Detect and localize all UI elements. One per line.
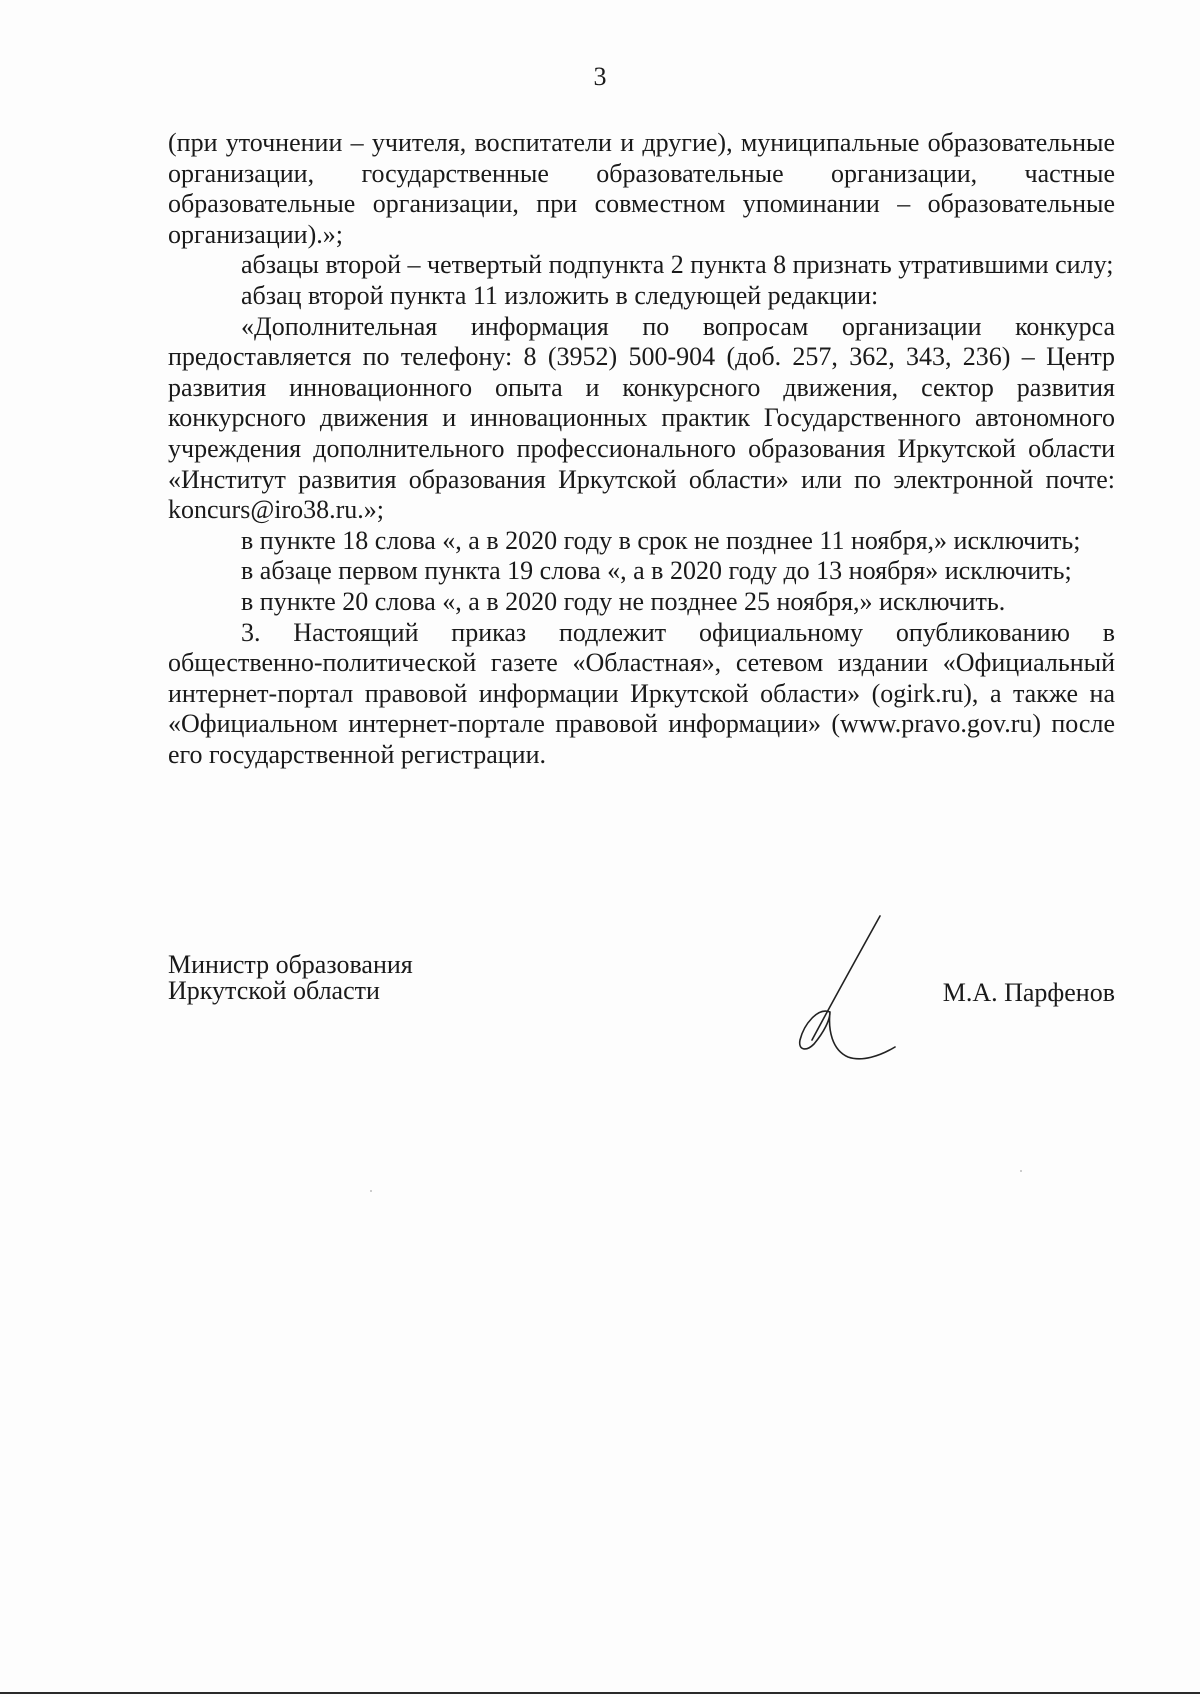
- scan-speck: [370, 1190, 372, 1192]
- handwritten-signature: [790, 912, 910, 1062]
- paragraph-amendment-item-20: в пункте 20 слова «, а в 2020 году не позднее 25 ноября,» исключить.: [241, 586, 1006, 616]
- paragraph-publication-clause: 3. Настоящий приказ подлежит официальному опубликованию в общественно-политической газете «Областная», сетевом издании «Официальный интернет-портал правовой информации Иркутской области» (ogirk.ru), а также на «Официальном интернет-портале правовой информации» (www.pravo.gov.ru) после его государственной регистрации.: [168, 617, 1115, 769]
- paragraph-amendment-item-11-text: «Дополнительная информация по вопросам организации конкурса предоставляется по телефону: 8 (3952) 500-904 (доб. 257, 362, 343, 236) – Центр развития инновационного опыта и конкурсного движения, сектор развития конкурсного движения и инновационных практик Государственного автономного учреждения дополнительного профессионального образования Иркутской области «Институт развития образования Иркутской области» или по электронной почте: koncurs@iro38.ru.»;: [168, 311, 1115, 525]
- page-number: 3: [593, 62, 607, 91]
- signer-position-line-2: Иркутской области: [168, 976, 380, 1005]
- paragraph-amendment-item-18: в пункте 18 слова «, а в 2020 году в срок не позднее 11 ноября,» исключить;: [241, 525, 1081, 555]
- document-body: [168, 128, 1115, 770]
- signer-name: М.А. Парфенов: [942, 978, 1115, 1007]
- signer-position-line-1: Министр образования: [168, 950, 413, 979]
- signature-block: [168, 952, 1115, 1072]
- scan-bottom-edge: [0, 1692, 1200, 1694]
- scan-speck: [1020, 1170, 1022, 1172]
- paragraph-amendment-item-19: в абзаце первом пункта 19 слова «, а в 2020 году до 13 ноября» исключить;: [241, 556, 1072, 586]
- paragraph-continuation: (при уточнении – учителя, воспитатели и другие), муниципальные образовательные организации, государственные образовательные организации, частные образовательные организации, при совместном упоминании – образовательные организации).»;: [168, 128, 1115, 249]
- paragraph-amendment-item-8: абзацы второй – четвертый подпункта 2 пункта 8 признать утратившими силу;: [241, 250, 1114, 280]
- paragraph-amendment-item-11-intro: абзац второй пункта 11 изложить в следующей редакции:: [241, 280, 879, 310]
